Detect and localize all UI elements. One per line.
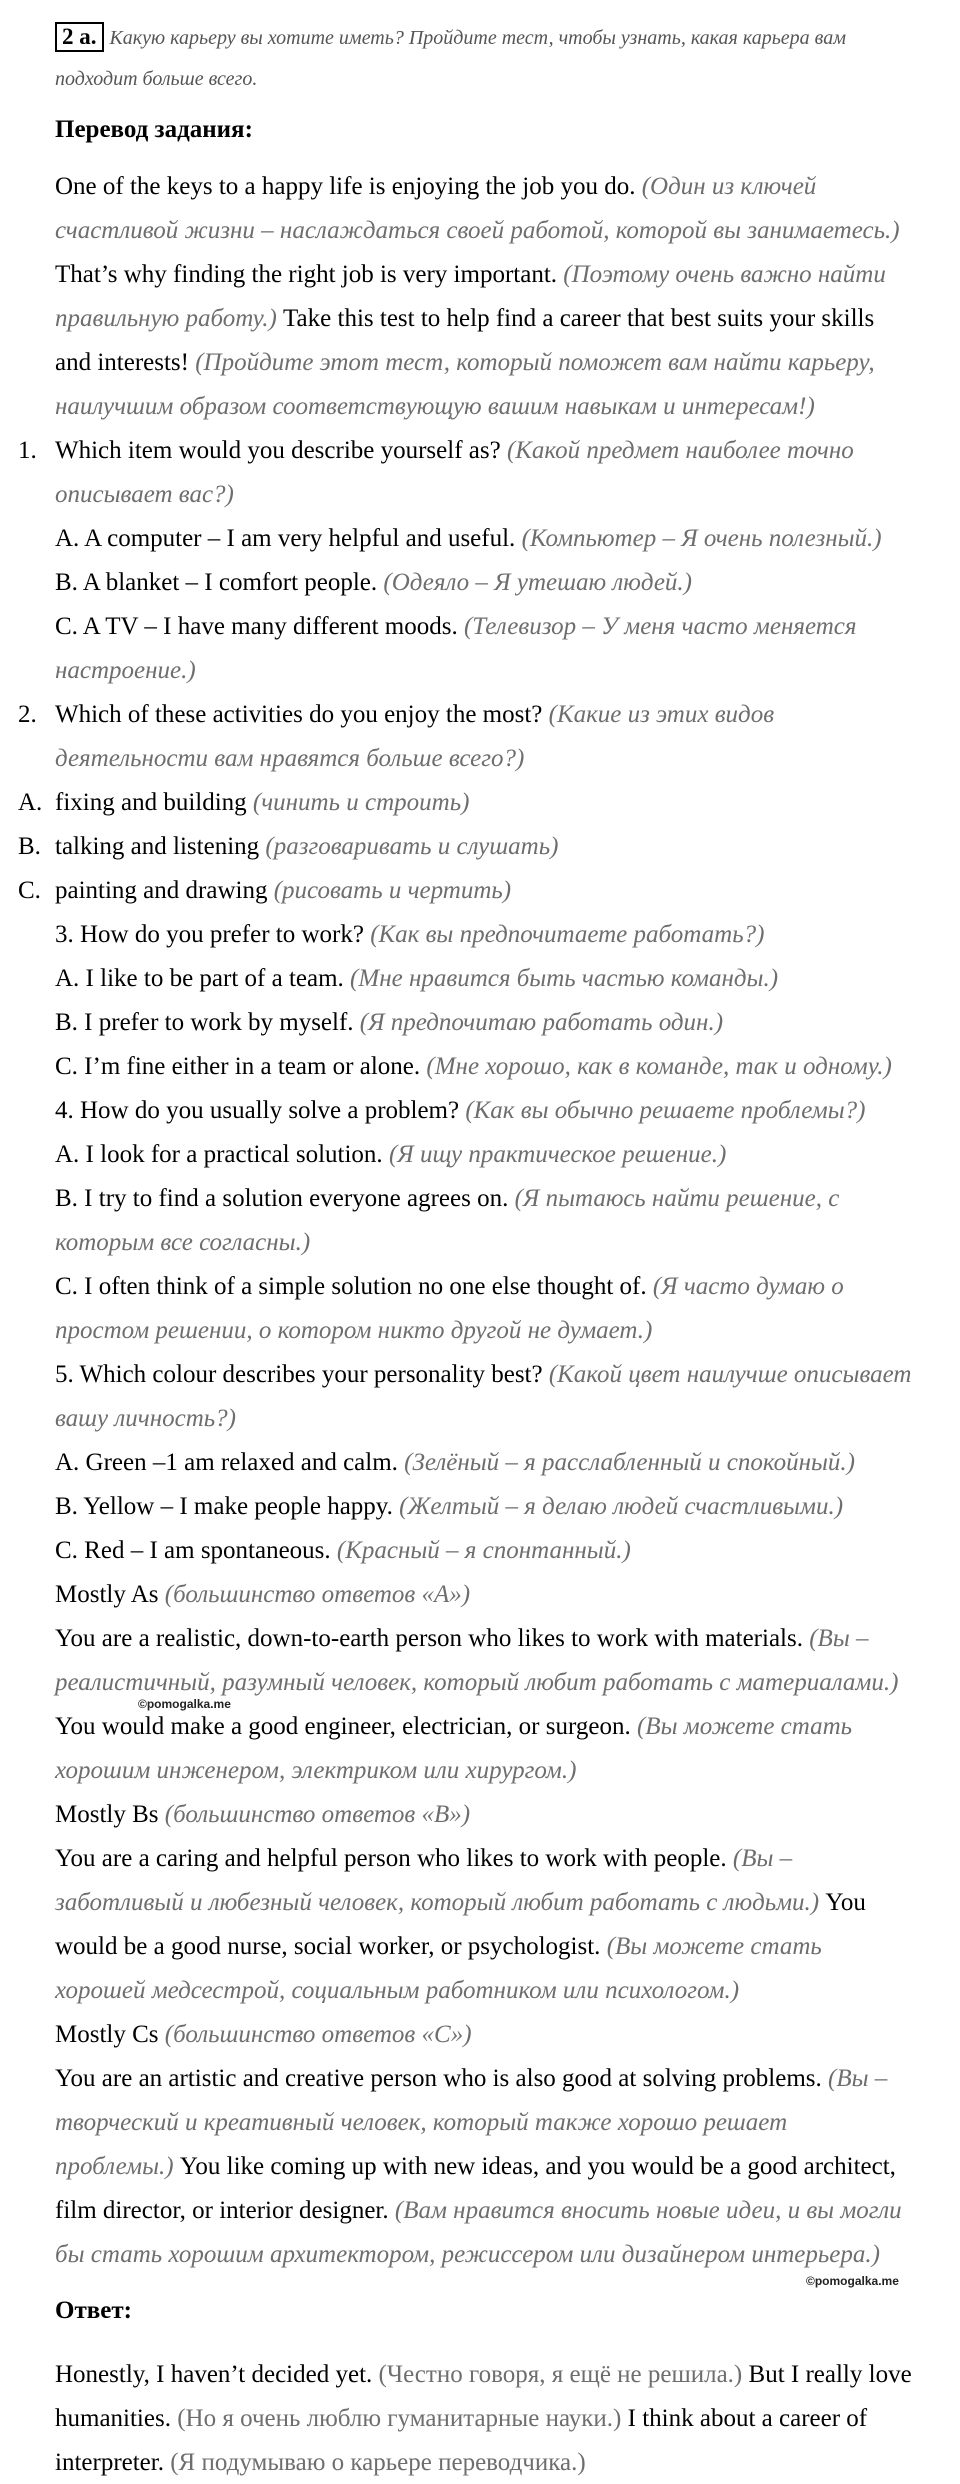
intro-line: счастливой жизни – наслаждаться своей работой, которой вы занимаетесь.) xyxy=(55,217,900,244)
ru-text: (Я ищу практическое решение.) xyxy=(388,1141,727,1168)
en-text: You are an artistic and creative person who is also good at solving problems. xyxy=(55,2065,822,2092)
ru-text: (чинить и строить) xyxy=(252,789,470,816)
en-text: interpreter. xyxy=(55,2449,164,2476)
en-text: would be a good nurse, social worker, or psychologist. xyxy=(55,1933,601,1960)
intro-line xyxy=(55,304,874,334)
en-text: A. A computer – I am very helpful and useful. xyxy=(55,525,516,552)
option-3a xyxy=(55,964,778,994)
en-text: 5. Which colour describes your personality best? xyxy=(55,1361,543,1388)
en-text: painting and drawing xyxy=(55,877,268,904)
ru-text: (Я предпочитаю работать один.) xyxy=(359,1009,724,1036)
en-text: fixing and building xyxy=(55,789,247,816)
ru-text: (большинство ответов «В») xyxy=(164,1801,471,1828)
ru-text: (Как вы предпочитаете работать?) xyxy=(370,921,765,948)
ru-text: (рисовать и чертить) xyxy=(273,877,512,904)
ru-text: (Честно говоря, я ещё не решила.) xyxy=(378,2361,743,2388)
ru-text: (разговаривать и слушать) xyxy=(265,833,559,860)
en-text: Mostly Cs xyxy=(55,2021,159,2048)
option-3b xyxy=(55,1008,723,1038)
ru-text: (Зелёный – я расслабленный и спокойный.) xyxy=(404,1449,856,1476)
question-4 xyxy=(55,1096,865,1126)
result-b-line xyxy=(55,1932,822,1962)
en-text: I think about a career of xyxy=(627,2405,868,2432)
question-2-cont: деятельности вам нравятся больше всего?) xyxy=(55,745,525,772)
answer-heading: Ответ: xyxy=(55,2297,132,2324)
option-4c-cont: простом решении, о котором никто другой не думает.) xyxy=(55,1317,653,1344)
result-c-line xyxy=(55,2152,896,2182)
option-1c xyxy=(55,612,857,642)
ru-text: (Красный – я спонтанный.) xyxy=(336,1537,631,1564)
option-3c xyxy=(55,1052,892,1082)
result-c-title xyxy=(55,2020,472,2050)
en-text: Honestly, I haven’t decided yet. xyxy=(55,2361,373,2388)
ru-text: заботливый и любезный человек, который любит работать с людьми.) xyxy=(55,1889,820,1916)
ru-text: (Вам нравится вносить новые идеи, и вы могли xyxy=(394,2197,902,2224)
result-c-line: творческий и креативный человек, который также хорошо решает xyxy=(55,2109,788,2136)
ru-text: (большинство ответов «А») xyxy=(164,1581,471,1608)
en-text: You xyxy=(825,1889,866,1916)
ru-text: (Какой цвет наилучше описывает xyxy=(548,1361,912,1388)
en-text: A. Green –1 am relaxed and calm. xyxy=(55,1449,398,1476)
result-c-line xyxy=(55,2196,902,2226)
ru-text: (Телевизор – У меня часто меняется xyxy=(463,613,857,640)
ru-text: (Одеяло – Я утешаю людей.) xyxy=(383,569,692,596)
ru-text: (Я пытаюсь найти решение, с xyxy=(514,1185,840,1212)
question-number: 2. xyxy=(18,701,37,728)
result-b-line xyxy=(55,1888,866,1918)
ru-text: (Компьютер – Я очень полезный.) xyxy=(521,525,882,552)
ru-text: (Я часто думаю о xyxy=(652,1273,844,1300)
answer-line xyxy=(55,2448,586,2478)
en-text: humanities. xyxy=(55,2405,171,2432)
option-label: C. xyxy=(18,877,41,904)
en-text: You are a caring and helpful person who likes to work with people. xyxy=(55,1845,727,1872)
result-a-line xyxy=(55,1624,869,1654)
task-text: Какую карьеру вы хотите иметь? Пройдите тест, чтобы узнать, какая карьера вам xyxy=(109,27,846,49)
en-text: One of the keys to a happy life is enjoying the job you do. xyxy=(55,173,636,200)
en-text: You are a realistic, down-to-earth person who likes to work with materials. xyxy=(55,1625,803,1652)
option-label: A. xyxy=(18,789,43,816)
en-text: C. A TV – I have many different moods. xyxy=(55,613,458,640)
ru-text: (Мне нравится быть частью команды.) xyxy=(350,965,779,992)
ru-text: правильную работу.) xyxy=(55,305,277,332)
en-text: and interests! xyxy=(55,349,189,376)
en-text: talking and listening xyxy=(55,833,260,860)
ru-text: (Один из ключей xyxy=(641,173,817,200)
result-b-line xyxy=(55,1844,792,1874)
en-text: Mostly Bs xyxy=(55,1801,159,1828)
answer-line xyxy=(55,2360,912,2390)
option-2b xyxy=(18,832,558,862)
question-number: 1. xyxy=(18,437,37,464)
option-5a xyxy=(55,1448,855,1478)
watermark: ©pomogalka.me xyxy=(138,1697,231,1711)
ru-text: (Как вы обычно решаете проблемы?) xyxy=(465,1097,866,1124)
exercise-number: 2 a. xyxy=(55,22,104,52)
ru-text: (Какой предмет наиболее точно xyxy=(506,437,854,464)
watermark: ©pomogalka.me xyxy=(806,2274,899,2288)
option-1a xyxy=(55,524,882,554)
intro-line xyxy=(55,348,875,378)
en-text: film director, or interior designer. xyxy=(55,2197,389,2224)
ru-text: проблемы.) xyxy=(55,2153,174,2180)
option-label: B. xyxy=(18,833,41,860)
en-text: B. I try to find a solution everyone agrees on. xyxy=(55,1185,509,1212)
question-1-cont: описывает вас?) xyxy=(55,481,234,508)
option-5c xyxy=(55,1536,631,1566)
intro-line xyxy=(55,172,816,202)
ru-text: (Желтый – я делаю людей счастливыми.) xyxy=(399,1493,844,1520)
en-text: B. Yellow – I make people happy. xyxy=(55,1493,393,1520)
en-text: Which of these activities do you enjoy the most? xyxy=(55,701,543,728)
question-5 xyxy=(55,1360,911,1390)
option-1b xyxy=(55,568,692,598)
en-text: 4. How do you usually solve a problem? xyxy=(55,1097,460,1124)
en-text: 3. How do you prefer to work? xyxy=(55,921,364,948)
result-b-title xyxy=(55,1800,470,1830)
ru-text: (Я подумываю о карьере переводчика.) xyxy=(170,2449,586,2476)
result-b-line: хорошей медсестрой, социальным работником или психологом.) xyxy=(55,1977,740,2004)
result-a-line xyxy=(55,1712,852,1742)
intro-line: наилучшим образом соответствующую вашим навыкам и интересам!) xyxy=(55,393,815,420)
result-a-title xyxy=(55,1580,470,1610)
ru-text: (Вы можете стать xyxy=(606,1933,822,1960)
en-text: You like coming up with new ideas, and you would be a good architect, xyxy=(179,2153,896,2180)
option-1c-cont: настроение.) xyxy=(55,657,196,684)
en-text: B. A blanket – I comfort people. xyxy=(55,569,378,596)
question-1 xyxy=(18,436,854,466)
ru-text: (Вы – xyxy=(732,1845,793,1872)
option-5b xyxy=(55,1492,843,1522)
ru-text: (Какие из этих видов xyxy=(548,701,775,728)
result-a-line: хорошим инженером, электриком или хирургом.) xyxy=(55,1757,577,1784)
en-text: You would make a good engineer, electrician, or surgeon. xyxy=(55,1713,631,1740)
result-a-line: реалистичный, разумный человек, который любит работать с материалами.) xyxy=(55,1669,899,1696)
question-5-cont: вашу личность?) xyxy=(55,1405,236,1432)
en-text: A. I like to be part of a team. xyxy=(55,965,344,992)
en-text: Which item would you describe yourself as? xyxy=(55,437,501,464)
result-c-line: бы стать хорошим архитектором, режиссером или дизайнером интерьера.) xyxy=(55,2241,880,2268)
task-text-cont: подходит больше всего. xyxy=(55,68,258,90)
en-text: Take this test to help find a career that best suits your skills xyxy=(283,305,875,332)
ru-text: (Поэтому очень важно найти xyxy=(563,261,886,288)
ru-text: (Мне хорошо, как в команде, так и одному.) xyxy=(426,1053,892,1080)
en-text: A. I look for a practical solution. xyxy=(55,1141,383,1168)
answer-line xyxy=(55,2404,867,2434)
en-text: That’s why finding the right job is very important. xyxy=(55,261,558,288)
ru-text: (Пройдите этот тест, который поможет вам найти карьеру, xyxy=(195,349,875,376)
ru-text: (Вы можете стать xyxy=(636,1713,853,1740)
question-3 xyxy=(55,920,764,950)
en-text: Mostly As xyxy=(55,1581,159,1608)
option-2c xyxy=(18,876,511,906)
option-4a xyxy=(55,1140,726,1170)
ru-text: (большинство ответов «С») xyxy=(164,2021,472,2048)
task-header-line xyxy=(55,22,846,53)
question-2 xyxy=(18,700,774,730)
en-text: C. I often think of a simple solution no one else thought of. xyxy=(55,1273,647,1300)
ru-text: (Но я очень люблю гуманитарные науки.) xyxy=(177,2405,622,2432)
en-text: C. Red – I am spontaneous. xyxy=(55,1537,331,1564)
intro-line xyxy=(55,260,886,290)
option-4c xyxy=(55,1272,844,1302)
option-4b xyxy=(55,1184,839,1214)
en-text: C. I’m fine either in a team or alone. xyxy=(55,1053,421,1080)
en-text: But I really love xyxy=(748,2361,912,2388)
ru-text: (Вы – xyxy=(809,1625,869,1652)
option-4b-cont: которым все согласны.) xyxy=(55,1229,311,1256)
result-c-line xyxy=(55,2064,887,2094)
option-2a xyxy=(18,788,469,818)
ru-text: (Вы – xyxy=(828,2065,888,2092)
translation-heading: Перевод задания: xyxy=(55,116,253,143)
en-text: B. I prefer to work by myself. xyxy=(55,1009,354,1036)
